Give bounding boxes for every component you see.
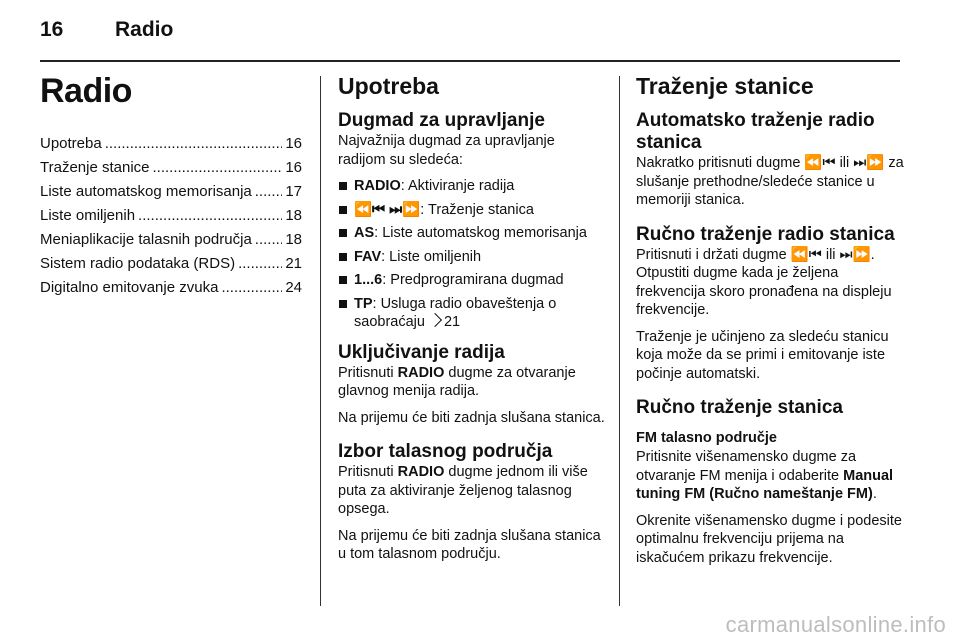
band-text-1: Pritisnuti RADIO dugme jednom ili više puta za aktiviranje željenog talasnog opsega. — [338, 464, 588, 517]
page-reference[interactable]: 21 — [443, 314, 461, 330]
manual-tuning-text-2: Okrenite višenamensko dugme i podesite optimalnu frekvenciju prijema na iskačućem prikazu frekvencije. — [636, 512, 902, 566]
manual-tuning-text-1: Pritisnite višenamensko dugme za otvaranje FM menija i odaberite Manual tuning FM (Ručno nameštanje FM). — [636, 449, 894, 502]
chapter-title: Radio — [40, 72, 132, 110]
seek-buttons-icon: ⏪⏮ ⏭⏩ — [354, 201, 421, 218]
bullet-icon — [339, 206, 347, 214]
toc-entry[interactable]: Liste automatskog memorisanja ..... 17 — [40, 183, 302, 207]
toc-entry[interactable]: Sistem radio podataka (RDS) ..... 21 — [40, 255, 302, 279]
heading-band-select: Izbor talasnog područja — [338, 441, 553, 462]
page-number: 16 — [40, 18, 64, 41]
manual-search-text-1: Pritisnuti i držati dugme ⏪⏮ ili ⏭⏩. Otpustiti dugme kada je željena frekvencija skoro pronađena na displeju frekvencije. — [636, 246, 892, 318]
column-divider-2 — [619, 76, 620, 606]
page-reference-icon — [428, 313, 442, 327]
bullet-icon — [339, 229, 347, 237]
toc-entry[interactable]: Liste omiljenih ..... 18 — [40, 207, 302, 231]
list-item: AS: Liste automatskog memorisanja — [338, 224, 606, 243]
toc-entry[interactable]: Meniaplikacije talasnih područja ..... 18 — [40, 231, 302, 255]
column-usage — [338, 72, 606, 572]
switch-on-text-2: Na prijemu će biti zadnja slušana stanica. — [338, 409, 605, 426]
column-toc — [40, 72, 302, 303]
list-item: ⏪⏮ ⏭⏩: Traženje stanica — [338, 201, 606, 220]
heading-manual-tuning: Ručno traženje stanica — [636, 397, 843, 418]
list-item: TP: Usluga radio obaveštenja o saobraćaju 21 — [338, 295, 606, 332]
heading-controls: Dugmad za upravljanje — [338, 110, 545, 131]
switch-on-text-1: Pritisnuti RADIO dugme za otvaranje glavnog menija radija. — [338, 364, 576, 399]
list-item: FAV: Liste omiljenih — [338, 248, 606, 267]
controls-intro: Najvažnija dugmad za upravljanje radijom su sledeća: — [338, 133, 555, 168]
bullet-icon — [339, 300, 347, 308]
heading-auto-search: Automatsko traženje radio stanica — [636, 110, 875, 153]
column-divider-1 — [320, 76, 321, 606]
watermark: carmanualsonline.info — [725, 612, 946, 637]
section-title-usage: Upotreba — [338, 73, 439, 99]
toc-entry[interactable]: Upotreba ..... 16 — [40, 135, 302, 159]
toc-entry[interactable]: Digitalno emitovanje zvuka ..... 24 — [40, 279, 302, 303]
running-section-title: Radio — [115, 18, 174, 41]
toc-entry[interactable]: Traženje stanice ..... 16 — [40, 159, 302, 183]
manual-search-text-2: Traženje je učinjeno za sledeću stanicu koja može da se primi i emitovanje iste počinje automatski. — [636, 328, 889, 382]
section-title-search: Traženje stanice — [636, 73, 814, 99]
table-of-contents — [40, 135, 302, 303]
subheading-fm-band: FM talasno područje — [636, 430, 777, 446]
controls-list — [338, 177, 606, 332]
bullet-icon — [339, 276, 347, 284]
list-item: RADIO: Aktiviranje radija — [338, 177, 606, 196]
list-item: 1...6: Predprogramirana dugmad — [338, 271, 606, 290]
band-text-2: Na prijemu će biti zadnja slušana stanica u tom talasnom području. — [338, 527, 601, 562]
bullet-icon — [339, 182, 347, 190]
column-station-search — [636, 72, 906, 575]
heading-manual-search: Ručno traženje radio stanica — [636, 223, 895, 245]
heading-switch-on: Uključivanje radija — [338, 341, 505, 363]
bullet-icon — [339, 253, 347, 261]
header-rule — [40, 60, 900, 62]
auto-search-text: Nakratko pritisnuti dugme ⏪⏮ ili ⏭⏩ za slušanje prethodne/sledeće stanice u memoriji stanica. — [636, 155, 904, 208]
